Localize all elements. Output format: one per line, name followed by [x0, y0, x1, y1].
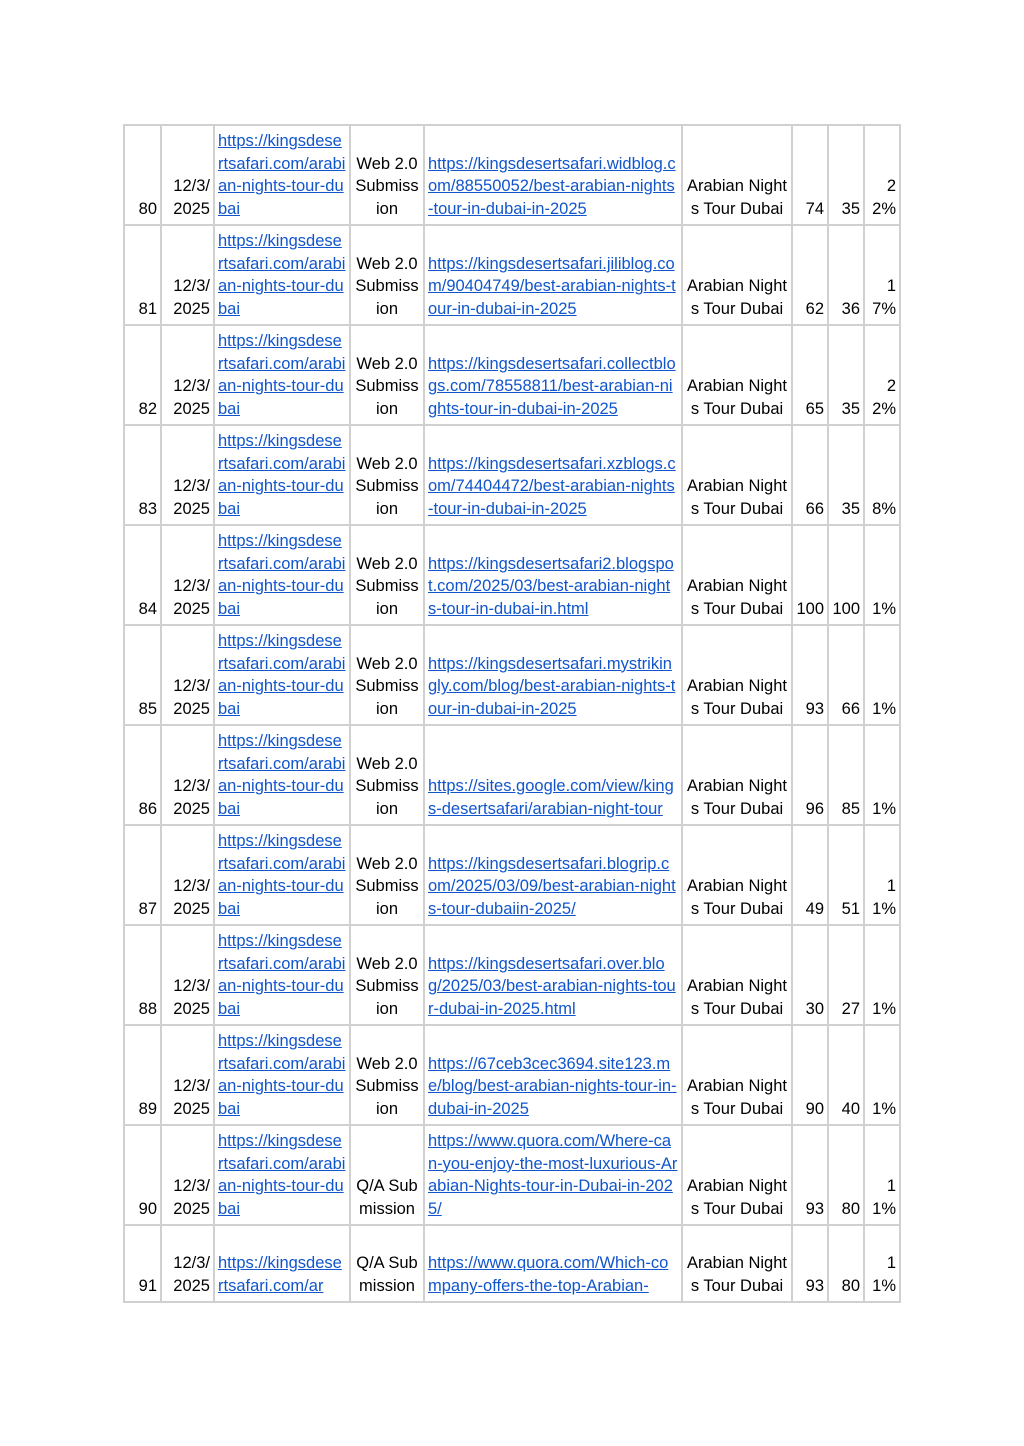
cell-submission-type: Web 2.0 Submission — [350, 825, 424, 925]
cell-spam-score: 1% — [864, 925, 900, 1025]
cell-spam-score: 22% — [864, 125, 900, 225]
cell-spam-score: 1% — [864, 1025, 900, 1125]
cell-da: 49 — [792, 825, 828, 925]
table-row — [124, 625, 900, 725]
cell-submission-type: Q/A Submission — [350, 1125, 424, 1225]
cell-submission-type: Web 2.0 Submission — [350, 625, 424, 725]
cell-spam-score: 1% — [864, 725, 900, 825]
cell-keyword: Arabian Nights Tour Dubai — [682, 925, 792, 1025]
table-body — [124, 125, 900, 1302]
cell-number: 80 — [124, 125, 161, 225]
cell-keyword: Arabian Nights Tour Dubai — [682, 325, 792, 425]
cell-date: 12/3/2025 — [161, 325, 214, 425]
cell-pa: 80 — [828, 1125, 864, 1225]
target-url-link[interactable]: https://kingsdesertsafari.com/arabian-nights-tour-dubai — [218, 531, 346, 619]
cell-submission-type: Web 2.0 Submission — [350, 1025, 424, 1125]
cell-keyword: Arabian Nights Tour Dubai — [682, 1025, 792, 1125]
cell-pa: 27 — [828, 925, 864, 1025]
cell-date: 12/3/2025 — [161, 1225, 214, 1302]
backlink-url-link[interactable]: https://67ceb3cec3694.site123.me/blog/best-arabian-nights-tour-in-dubai-in-2025 — [428, 1054, 677, 1119]
cell-spam-score: 11% — [864, 1225, 900, 1302]
backlink-url-link[interactable]: https://kingsdesertsafari.xzblogs.com/74404472/best-arabian-nights-tour-in-dubai-in-2025 — [428, 454, 676, 519]
cell-pa: 35 — [828, 425, 864, 525]
cell-keyword: Arabian Nights Tour Dubai — [682, 125, 792, 225]
cell-number: 85 — [124, 625, 161, 725]
cell-spam-score: 8% — [864, 425, 900, 525]
cell-da: 93 — [792, 1125, 828, 1225]
cell-number: 90 — [124, 1125, 161, 1225]
target-url-link[interactable]: https://kingsdesertsafari.com/ar — [218, 1254, 342, 1296]
backlink-url-link[interactable]: https://kingsdesertsafari.widblog.com/88550052/best-arabian-nights-tour-in-dubai-in-2025 — [428, 154, 676, 219]
cell-date: 12/3/2025 — [161, 525, 214, 625]
target-url-link[interactable]: https://kingsdesertsafari.com/arabian-nights-tour-dubai — [218, 831, 346, 919]
cell-da: 30 — [792, 925, 828, 1025]
target-url-link[interactable]: https://kingsdesertsafari.com/arabian-nights-tour-dubai — [218, 931, 346, 1019]
table-row — [124, 825, 900, 925]
cell-date: 12/3/2025 — [161, 625, 214, 725]
cell-date: 12/3/2025 — [161, 825, 214, 925]
cell-date: 12/3/2025 — [161, 1125, 214, 1225]
cell-spam-score: 11% — [864, 1125, 900, 1225]
cell-da: 62 — [792, 225, 828, 325]
cell-date: 12/3/2025 — [161, 125, 214, 225]
cell-submission-type: Web 2.0 Submission — [350, 425, 424, 525]
table-row — [124, 1125, 900, 1225]
cell-date: 12/3/2025 — [161, 425, 214, 525]
backlink-url-link[interactable]: https://kingsdesertsafari.mystrikingly.com/blog/best-arabian-nights-tour-in-dubai-in-2025 — [428, 654, 676, 719]
table-row — [124, 1225, 900, 1302]
cell-da: 96 — [792, 725, 828, 825]
table-row — [124, 325, 900, 425]
cell-keyword: Arabian Nights Tour Dubai — [682, 825, 792, 925]
cell-submission-type: Web 2.0 Submission — [350, 125, 424, 225]
cell-number: 81 — [124, 225, 161, 325]
cell-pa: 100 — [828, 525, 864, 625]
cell-keyword: Arabian Nights Tour Dubai — [682, 725, 792, 825]
cell-number: 82 — [124, 325, 161, 425]
cell-date: 12/3/2025 — [161, 725, 214, 825]
cell-da: 93 — [792, 1225, 828, 1302]
cell-date: 12/3/2025 — [161, 225, 214, 325]
cell-pa: 35 — [828, 325, 864, 425]
cell-pa: 80 — [828, 1225, 864, 1302]
cell-date: 12/3/2025 — [161, 1025, 214, 1125]
cell-number: 86 — [124, 725, 161, 825]
cell-submission-type: Web 2.0 Submission — [350, 725, 424, 825]
cell-pa: 51 — [828, 825, 864, 925]
table-row — [124, 125, 900, 225]
backlink-url-link[interactable]: https://kingsdesertsafari.jiliblog.com/90404749/best-arabian-nights-tour-in-dubai-in-2025 — [428, 254, 676, 319]
table-row — [124, 1025, 900, 1125]
cell-submission-type: Web 2.0 Submission — [350, 925, 424, 1025]
cell-date: 12/3/2025 — [161, 925, 214, 1025]
cell-number: 87 — [124, 825, 161, 925]
target-url-link[interactable]: https://kingsdesertsafari.com/arabian-nights-tour-dubai — [218, 731, 346, 819]
cell-number: 89 — [124, 1025, 161, 1125]
cell-da: 74 — [792, 125, 828, 225]
cell-number: 84 — [124, 525, 161, 625]
cell-number: 91 — [124, 1225, 161, 1302]
cell-da: 65 — [792, 325, 828, 425]
backlink-url-link[interactable]: https://www.quora.com/Which-company-offers-the-top-Arabian- — [428, 1254, 669, 1296]
cell-submission-type: Web 2.0 Submission — [350, 325, 424, 425]
cell-pa: 40 — [828, 1025, 864, 1125]
target-url-link[interactable]: https://kingsdesertsafari.com/arabian-nights-tour-dubai — [218, 1131, 346, 1219]
backlink-table — [123, 124, 901, 1303]
cell-pa: 85 — [828, 725, 864, 825]
target-url-link[interactable]: https://kingsdesertsafari.com/arabian-nights-tour-dubai — [218, 131, 346, 219]
cell-keyword: Arabian Nights Tour Dubai — [682, 525, 792, 625]
cell-spam-score: 11% — [864, 825, 900, 925]
cell-spam-score: 1% — [864, 625, 900, 725]
cell-submission-type: Web 2.0 Submission — [350, 225, 424, 325]
cell-keyword: Arabian Nights Tour Dubai — [682, 1225, 792, 1302]
table-row — [124, 425, 900, 525]
target-url-link[interactable]: https://kingsdesertsafari.com/arabian-nights-tour-dubai — [218, 231, 346, 319]
cell-da: 100 — [792, 525, 828, 625]
cell-keyword: Arabian Nights Tour Dubai — [682, 1125, 792, 1225]
cell-pa: 66 — [828, 625, 864, 725]
cell-da: 93 — [792, 625, 828, 725]
cell-number: 88 — [124, 925, 161, 1025]
table-row — [124, 725, 900, 825]
backlink-url-link[interactable]: https://kingsdesertsafari.collectblogs.com/78558811/best-arabian-nights-tour-in-dubai-in-2025 — [428, 354, 676, 419]
table-row — [124, 225, 900, 325]
cell-da: 66 — [792, 425, 828, 525]
cell-spam-score: 1% — [864, 525, 900, 625]
backlink-url-link[interactable]: https://kingsdesertsafari2.blogspot.com/2025/03/best-arabian-nights-tour-in-dubai-in.html — [428, 554, 674, 619]
cell-keyword: Arabian Nights Tour Dubai — [682, 225, 792, 325]
cell-keyword: Arabian Nights Tour Dubai — [682, 625, 792, 725]
cell-pa: 35 — [828, 125, 864, 225]
table-row — [124, 525, 900, 625]
cell-pa: 36 — [828, 225, 864, 325]
backlink-url-link[interactable]: https://kingsdesertsafari.blogrip.com/2025/03/09/best-arabian-nights-tour-dubaiin-2025/ — [428, 854, 676, 919]
target-url-link[interactable]: https://kingsdesertsafari.com/arabian-nights-tour-dubai — [218, 331, 346, 419]
cell-keyword: Arabian Nights Tour Dubai — [682, 425, 792, 525]
backlink-url-link[interactable]: https://kingsdesertsafari.over.blog/2025/03/best-arabian-nights-tour-dubai-in-2025.html — [428, 954, 676, 1019]
cell-submission-type: Web 2.0 Submission — [350, 525, 424, 625]
target-url-link[interactable]: https://kingsdesertsafari.com/arabian-nights-tour-dubai — [218, 431, 346, 519]
target-url-link[interactable]: https://kingsdesertsafari.com/arabian-nights-tour-dubai — [218, 631, 346, 719]
backlink-url-link[interactable]: https://www.quora.com/Where-can-you-enjoy-the-most-luxurious-Arabian-Nights-tour-in-Dubai-in-2025/ — [428, 1131, 678, 1219]
target-url-link[interactable]: https://kingsdesertsafari.com/arabian-nights-tour-dubai — [218, 1031, 346, 1119]
cell-number: 83 — [124, 425, 161, 525]
cell-submission-type: Q/A Submission — [350, 1225, 424, 1302]
cell-da: 90 — [792, 1025, 828, 1125]
cell-spam-score: 17% — [864, 225, 900, 325]
cell-spam-score: 22% — [864, 325, 900, 425]
table-row — [124, 925, 900, 1025]
backlink-url-link[interactable]: https://sites.google.com/view/kings-desertsafari/arabian-night-tour — [428, 777, 674, 819]
